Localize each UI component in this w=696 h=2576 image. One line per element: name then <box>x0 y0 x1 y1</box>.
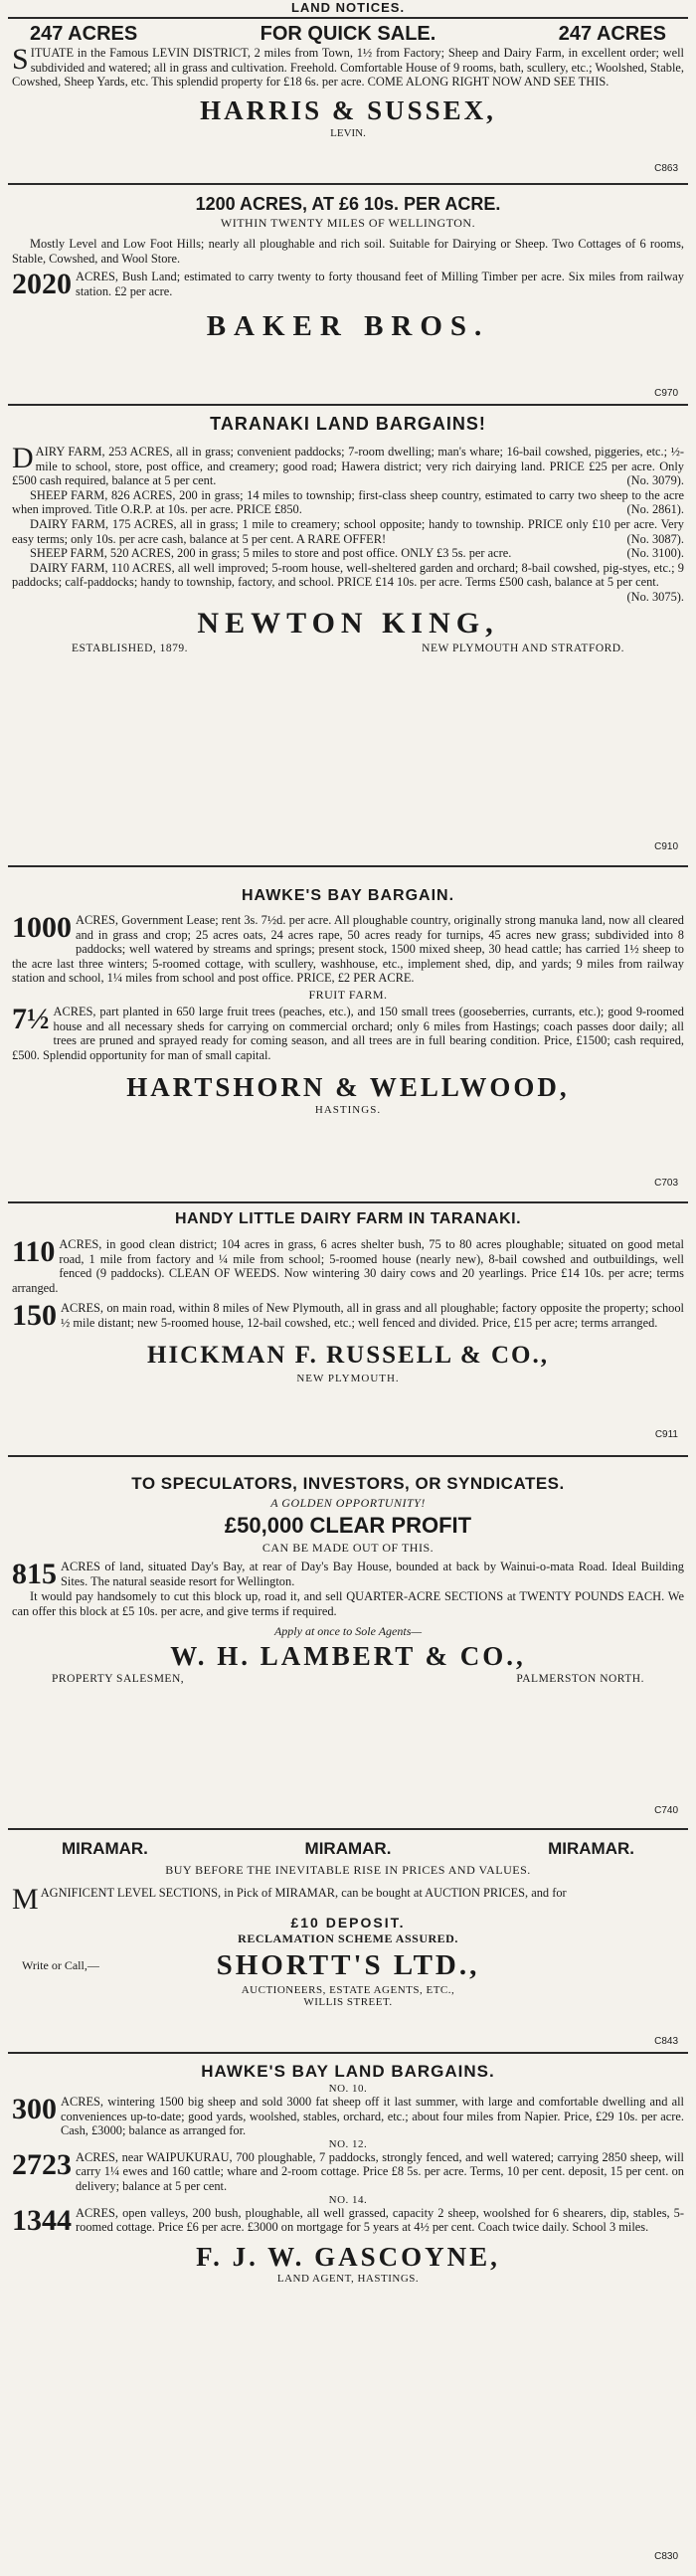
ad-rule <box>8 1828 688 1830</box>
drop-cap: D <box>12 442 34 474</box>
ad-subhead: A GOLDEN OPPORTUNITY! <box>270 1496 426 1510</box>
ad-headline <box>12 22 684 46</box>
ad-rule <box>8 404 688 406</box>
headline-left: 247 ACRES <box>30 23 138 45</box>
ad-wellington-acres <box>12 192 684 344</box>
ad-code: C703 <box>654 1178 678 1189</box>
firm-name: SHORTT'S LTD., <box>216 1949 480 1981</box>
firm-name: NEWTON KING, <box>197 606 499 640</box>
ad-body: MAGNIFICENT LEVEL SECTIONS, in Pick of MIRAMAR, can be bought at AUCTION PRICES, and for <box>12 1883 567 1916</box>
listing-110: 110 ACRES, in good clean district; 104 acres in grass, 6 acres shelter bush, 75 to 80 acres ploughable; situated on good metal road, 1 mile from factory and ¼ mile from school; 5-roomed house (nearly new), 8-bail cowshed and outbuildings, well fenced (9 paddocks). CLEAN OF WEEDS. Now wintering 30 dairy cows and 20 yearlings. Price £14 10s. per acre; terms arranged. <box>12 1235 684 1295</box>
drop-cap: M <box>12 1883 39 1916</box>
ad-subhead: WITHIN TWENTY MILES OF WELLINGTON. <box>220 216 476 230</box>
ad-code: C910 <box>654 841 678 852</box>
firm-name: HARRIS & SUSSEX, <box>200 94 496 125</box>
listing-number: (No. 3087). <box>626 531 684 546</box>
headline-right: 247 ACRES <box>558 23 666 45</box>
ad-body-2: 7½ ACRES, part planted in 650 large fruit trees (peaches, etc.), and 150 small trees (gooseberries, currants, etc.); good 9-roomed house and all necessary sheds for carrying on commercial orchard; only 6 miles from Hastings; coach passes door daily; all trees are pruned and sprayed ready for coming season, and all trees are in full bearing condition. Price, £1500; cash required, £500. Splendid opportunity for man of small capital. <box>12 1002 684 1062</box>
firm-details <box>12 1673 684 1685</box>
listing-label: NO. 10. <box>328 2083 368 2095</box>
listing-number: (No. 3079). <box>626 473 684 488</box>
listing-label: NO. 12. <box>328 2137 368 2150</box>
firm-location: NEW PLYMOUTH AND STRATFORD. <box>422 642 624 654</box>
ad-headline: HAWKE'S BAY LAND BARGAINS. <box>201 2062 495 2081</box>
ad-miramar <box>12 1837 684 2008</box>
firm-name: HICKMAN F. RUSSELL & CO., <box>147 1341 549 1369</box>
established: ESTABLISHED, 1879. <box>72 642 189 654</box>
ad-body-2: It would pay handsomely to cut this block up, road it, and sell QUARTER-ACRE SECTIONS at TWENTY POUNDS EACH. We can offer this block at £5 10s. per acre, and give terms if required. <box>12 1589 684 1618</box>
ad-taranaki-bargains <box>12 411 684 654</box>
listing-number: (No. 3075). <box>626 589 684 604</box>
scheme-line: RECLAMATION SCHEME ASSURED. <box>238 1932 458 1945</box>
acre-number: 110 <box>12 1235 56 1268</box>
ad-body: SITUATE in the Famous LEVIN DISTRICT, 2 miles from Town, 1½ from Factory; Sheep and Dairy Farm, in excellent order; well subdivided and watered; all in grass and cultivation. Freehold. Comfortable House of 9 rooms, bath, scullery, etc.; Woolshed, Stable, Cowshed, Sheep Yards, etc. This splendid property for £18 6s. per acre. COME ALONG RIGHT NOW AND SEE THIS. <box>12 43 684 90</box>
ad-hawkes-bay-land <box>12 2061 684 2285</box>
listing-10: 300 ACRES, wintering 1500 big sheep and sold 3000 fat sheep off it last summer, with large and comfortable dwelling and all conveniences up-to-date; good yards, woolshed, stables, orchard, etc.; about four miles from Napier. Price, £29 10s. per acre. Cash, £3000; balance as arranged for. <box>12 2093 684 2138</box>
listing-label: NO. 14. <box>328 2193 368 2206</box>
listing-12: 2723 ACRES, near WAIPUKURAU, 700 ploughable, 7 paddocks, strongly fenced, and well watered; carrying 2850 sheep, will carry 1¼ ewes and 160 cattle; whare and 2-room cottage. Price £8 5s. per acre. Terms, 10 per cent. deposit, 15 per cent. on delivery; balance at 5 per cent. <box>12 2147 684 2193</box>
ad-rule <box>8 1201 688 1203</box>
firm-name: BAKER BROS. <box>206 310 490 343</box>
drop-cap: S <box>12 43 29 76</box>
firm-details <box>12 643 684 654</box>
listing-3100: SHEEP FARM, 520 ACRES, 200 in grass; 5 miles to store and post office. ONLY £3 5s. per acre. (No. 3100). <box>30 546 684 561</box>
ad-rule <box>8 183 688 185</box>
ad-code: C830 <box>654 2551 678 2562</box>
firm-name: W. H. LAMBERT & CO., <box>170 1641 526 1672</box>
ad-headline: TARANAKI LAND BARGAINS! <box>210 414 486 434</box>
listing-150: 150 ACRES, on main road, within 8 miles of New Plymouth, all in grass and all ploughable; factory opposite the property; school ½ mile distant; new 5-roomed house, 12-bail cowshed, etc.; well fenced and divided. Price, £15 per acre; terms arranged. <box>12 1299 684 1333</box>
deposit-line: £10 DEPOSIT. <box>290 1915 406 1931</box>
listing-2861: SHEEP FARM, 826 ACRES, 200 in grass; 14 miles to township; first-class sheep country, estimated to carry two sheep to the acre when improved. Title O.R.P. at 10s. per acre. PRICE £850. (No. 2861). <box>12 487 684 517</box>
ad-handy-dairy-farm <box>12 1207 684 1384</box>
ad-code: C843 <box>654 2036 678 2047</box>
firm-role: LAND AGENT, HASTINGS. <box>276 2272 420 2285</box>
ad-code: C911 <box>654 1429 678 1440</box>
firm-location: PALMERSTON NORTH. <box>516 1673 644 1686</box>
ad-code: C740 <box>654 1805 678 1816</box>
listing-3087: DAIRY FARM, 175 ACRES, all in grass; 1 mile to creamery; school opposite; handy to township. PRICE only £10 per acre. Very easy terms; only 10s. per acre cash, balance at 5 per cent. A RARE OFFER! (No. 3087). <box>12 516 684 546</box>
header-rule <box>8 17 688 19</box>
ad-rule <box>8 1455 688 1457</box>
ad-subhead: BUY BEFORE THE INEVITABLE RISE IN PRICES AND VALUES. <box>165 1863 531 1877</box>
headline-mid: FOR QUICK SALE. <box>260 23 436 45</box>
acre-number: 7½ <box>12 1002 50 1035</box>
ad-headline: 1200 ACRES, AT £6 10s. PER ACRE. <box>195 194 501 214</box>
listing-3079: DAIRY FARM, 253 ACRES, all in grass; convenient paddocks; 7-room dwelling; man's whare; 16-bail cowshed, piggeries, etc.; ½-mile to school, store, post office, and creamery; good road; Hawera district; very rich dairying land. PRICE £25 per acre. Only £500 cash required, balance at 5 per cent. (No. 3079). <box>12 442 684 488</box>
ad-body: 1000 ACRES, Government Lease; rent 3s. 7½d. per acre. All ploughable country, originally strong manuka land, now all cleared and in grass and crop; 25 acres oats, 24 acres rape, 50 acres ready for turnips, 45 acres new grass; subdivided into 8 paddocks; well watered by streams and springs; present stock, 1500 mixed sheep, 30 head cattle; has carried 1½ sheep to the acre last three winters; 5-roomed cottage, with scullery, washhouse, etc., implement shed, dip, and yards; 9 miles from railway station and school, 1¼ miles from school and post office. PRICE, £2 PER ACRE. <box>12 911 684 986</box>
acre-number: 1000 <box>12 911 72 944</box>
firm-name: F. J. W. GASCOYNE, <box>196 2241 500 2272</box>
ad-headline: TO SPECULATORS, INVESTORS, OR SYNDICATES. <box>131 1474 565 1493</box>
acre-number: 2723 <box>12 2147 72 2181</box>
apply-line: Apply at once to Sole Agents— <box>273 1624 423 1639</box>
ad-body: 815 ACRES of land, situated Day's Bay, at rear of Day's Bay House, bounded at back by Wainui-o-mata Road. Ideal Building Sites. The natural seaside resort for Wellington. <box>12 1558 684 1590</box>
headline-mid: MIRAMAR. <box>304 1839 392 1858</box>
ad-body: Mostly Level and Low Foot Hills; nearly all ploughable and rich soil. Suitable for Dairying or Sheep. Two Cottages of 6 rooms, Stable, Cowshed, and Wool Store. <box>12 237 684 266</box>
listing-number: (No. 2861). <box>626 502 684 517</box>
ad-subhead-2: CAN BE MADE OUT OF THIS. <box>261 1541 435 1555</box>
ad-headline <box>12 1837 684 1861</box>
ad-speculators <box>12 1472 684 1685</box>
write-or-call: Write or Call,— <box>22 1958 99 1972</box>
profit-headline: £50,000 CLEAR PROFIT <box>224 1513 472 1538</box>
listing-number: (No. 3100). <box>626 546 684 561</box>
firm-street: WILLIS STREET. <box>303 1996 393 2008</box>
headline-right: MIRAMAR. <box>548 1839 634 1858</box>
acre-number: 1344 <box>12 2203 72 2237</box>
headline-left: MIRAMAR. <box>62 1839 148 1858</box>
acre-number: 300 <box>12 2093 57 2125</box>
firm-role: AUCTIONEERS, ESTATE AGENTS, ETC., <box>241 1984 455 1996</box>
listing-14: 1344 ACRES, open valleys, 200 bush, ploughable, all well grassed, capacity 2 sheep, woolshed for 6 shearers, dip, stables, 5-roomed cottage. Price £6 per acre. £3000 on mortgage for 5 years at 4½ per cent. Coach twice daily. School 3 miles. <box>12 2203 684 2237</box>
ad-body-2: 2020 ACRES, Bush Land; estimated to carry twenty to forty thousand feet of Milling Timber per acre. Six miles from railway station. £2 per acre. <box>12 268 684 301</box>
ad-hawkes-bay-bargain <box>12 885 684 1116</box>
ad-rule <box>8 865 688 867</box>
firm-name: HARTSHORN & WELLWOOD, <box>126 1072 570 1103</box>
firm-location: LEVIN. <box>330 126 366 139</box>
ad-subhead: FRUIT FARM. <box>308 987 388 1002</box>
acre-number: 2020 <box>12 268 72 301</box>
firm-row <box>12 1946 684 1984</box>
ad-headline: HANDY LITTLE DAIRY FARM IN TARANAKI. <box>174 1210 522 1227</box>
acre-number: 150 <box>12 1299 57 1333</box>
ad-levin-farm <box>12 22 684 139</box>
acre-number: 815 <box>12 1558 57 1590</box>
ad-headline: HAWKE'S BAY BARGAIN. <box>241 887 455 904</box>
listing-3075: DAIRY FARM, 110 ACRES, all well improved; 5-room house, well-sheltered garden and orchard; 8-bail cowshed, pig-styes, etc.; 9 paddocks; calf-paddocks; handy to township, factory, and school. PRICE £14 10s. per acre. Terms £500 cash, balance at 5 per cent. (No. 3075). <box>12 560 684 604</box>
page-header: LAND NOTICES. <box>290 0 406 15</box>
ad-code: C970 <box>654 388 678 399</box>
firm-role: PROPERTY SALESMEN, <box>52 1673 185 1686</box>
ad-code: C863 <box>654 163 678 174</box>
firm-location: HASTINGS. <box>314 1104 382 1117</box>
firm-location: NEW PLYMOUTH. <box>296 1372 400 1384</box>
ad-rule <box>8 2052 688 2054</box>
